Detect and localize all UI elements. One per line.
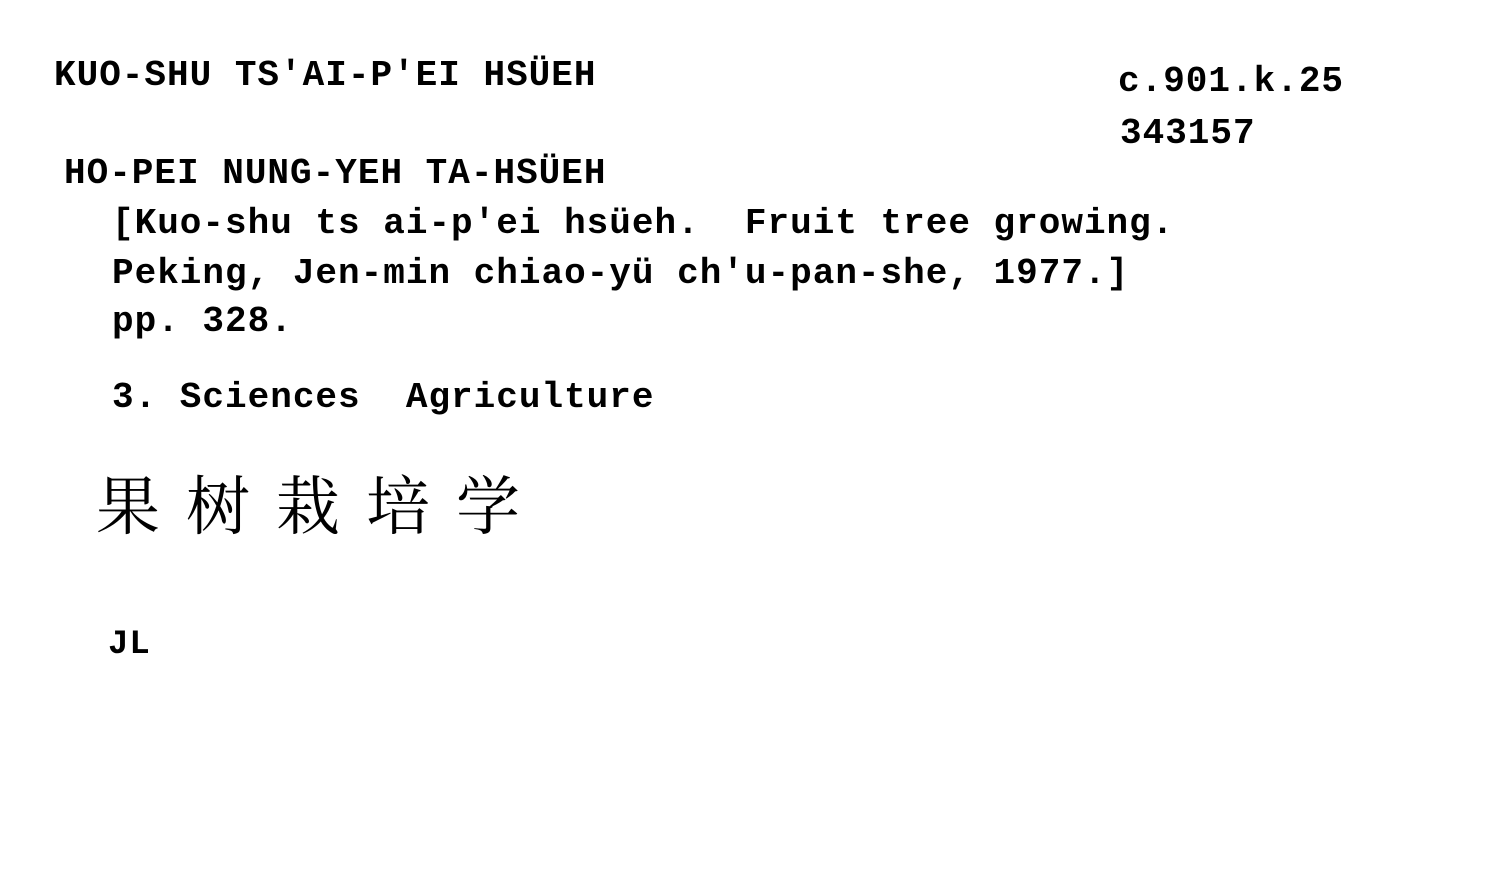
accession-number: 343157: [1120, 113, 1256, 154]
shelfmark: c.901.k.25: [1118, 61, 1345, 102]
card-heading: KUO-SHU TS'AI-P'EI HSÜEH: [54, 55, 597, 96]
cataloguer-initials: JL: [108, 626, 151, 664]
title-line-1: [Kuo-shu ts ai-p'ei hsüeh. Fruit tree growing.: [112, 203, 1175, 244]
pagination: pp. 328.: [112, 301, 293, 342]
title-line-2: Peking, Jen-min chiao-yü ch'u-pan-she, 1977.]: [112, 253, 1130, 294]
subject-classification: 3. Sciences Agriculture: [112, 377, 655, 418]
handwritten-chinese-title: 果树栽培学: [96, 471, 546, 545]
author-heading: HO-PEI NUNG-YEH TA-HSÜEH: [64, 153, 607, 194]
